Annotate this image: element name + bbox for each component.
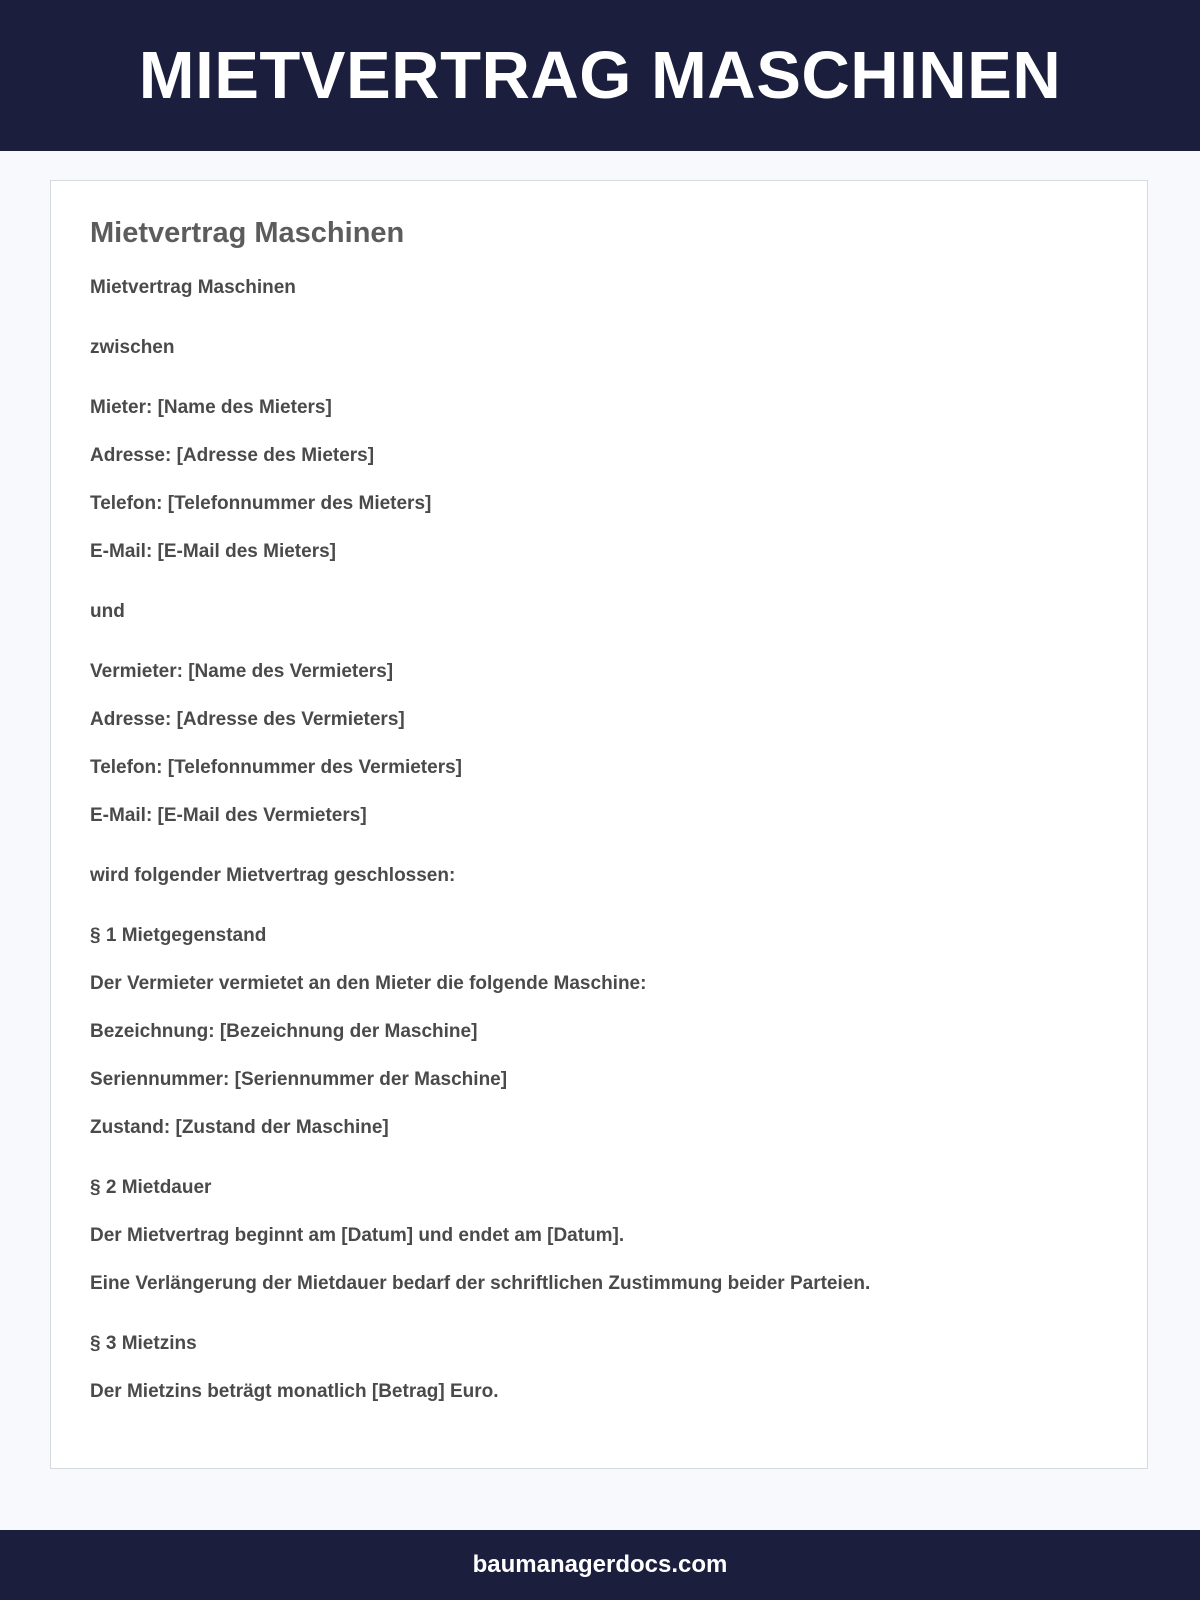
- tenant-address: Adresse: [Adresse des Mieters]: [90, 445, 375, 466]
- document-card: [50, 180, 1148, 1469]
- section-2-heading: § 2 Mietdauer: [90, 1177, 212, 1198]
- landlord-name: Vermieter: [Name des Vermieters]: [90, 661, 394, 682]
- page-title: MIETVERTRAG MASCHINEN: [138, 38, 1062, 113]
- footer-site-name: baumanagerdocs.com: [472, 1551, 728, 1578]
- tenant-phone: Telefon: [Telefonnummer des Mieters]: [90, 493, 432, 514]
- section-2-term: Der Mietvertrag beginnt am [Datum] und endet am [Datum].: [90, 1225, 625, 1246]
- page-header: [0, 0, 1200, 151]
- machine-serial: Seriennummer: [Seriennummer der Maschine]: [90, 1069, 508, 1090]
- section-1-heading: § 1 Mietgegenstand: [90, 925, 267, 946]
- section-3-rent: Der Mietzins beträgt monatlich [Betrag] Euro.: [90, 1381, 499, 1402]
- landlord-email: E-Mail: [E-Mail des Vermieters]: [90, 805, 367, 826]
- doc-line-and: und: [90, 601, 125, 622]
- contract-intro: wird folgender Mietvertrag geschlossen:: [90, 865, 456, 886]
- machine-condition: Zustand: [Zustand der Maschine]: [90, 1117, 389, 1138]
- page-footer: [0, 1530, 1200, 1600]
- landlord-address: Adresse: [Adresse des Vermieters]: [90, 709, 405, 730]
- document-title: Mietvertrag Maschinen: [90, 217, 405, 249]
- section-3-heading: § 3 Mietzins: [90, 1333, 197, 1354]
- doc-line-between: zwischen: [90, 337, 175, 358]
- tenant-email: E-Mail: [E-Mail des Mieters]: [90, 541, 336, 562]
- section-1-text: Der Vermieter vermietet an den Mieter die folgende Maschine:: [90, 973, 647, 994]
- doc-heading-line: Mietvertrag Maschinen: [90, 277, 296, 298]
- section-2-extension: Eine Verlängerung der Mietdauer bedarf der schriftlichen Zustimmung beider Parteien.: [90, 1273, 871, 1294]
- machine-designation: Bezeichnung: [Bezeichnung der Maschine]: [90, 1021, 478, 1042]
- landlord-phone: Telefon: [Telefonnummer des Vermieters]: [90, 757, 462, 778]
- tenant-name: Mieter: [Name des Mieters]: [90, 397, 332, 418]
